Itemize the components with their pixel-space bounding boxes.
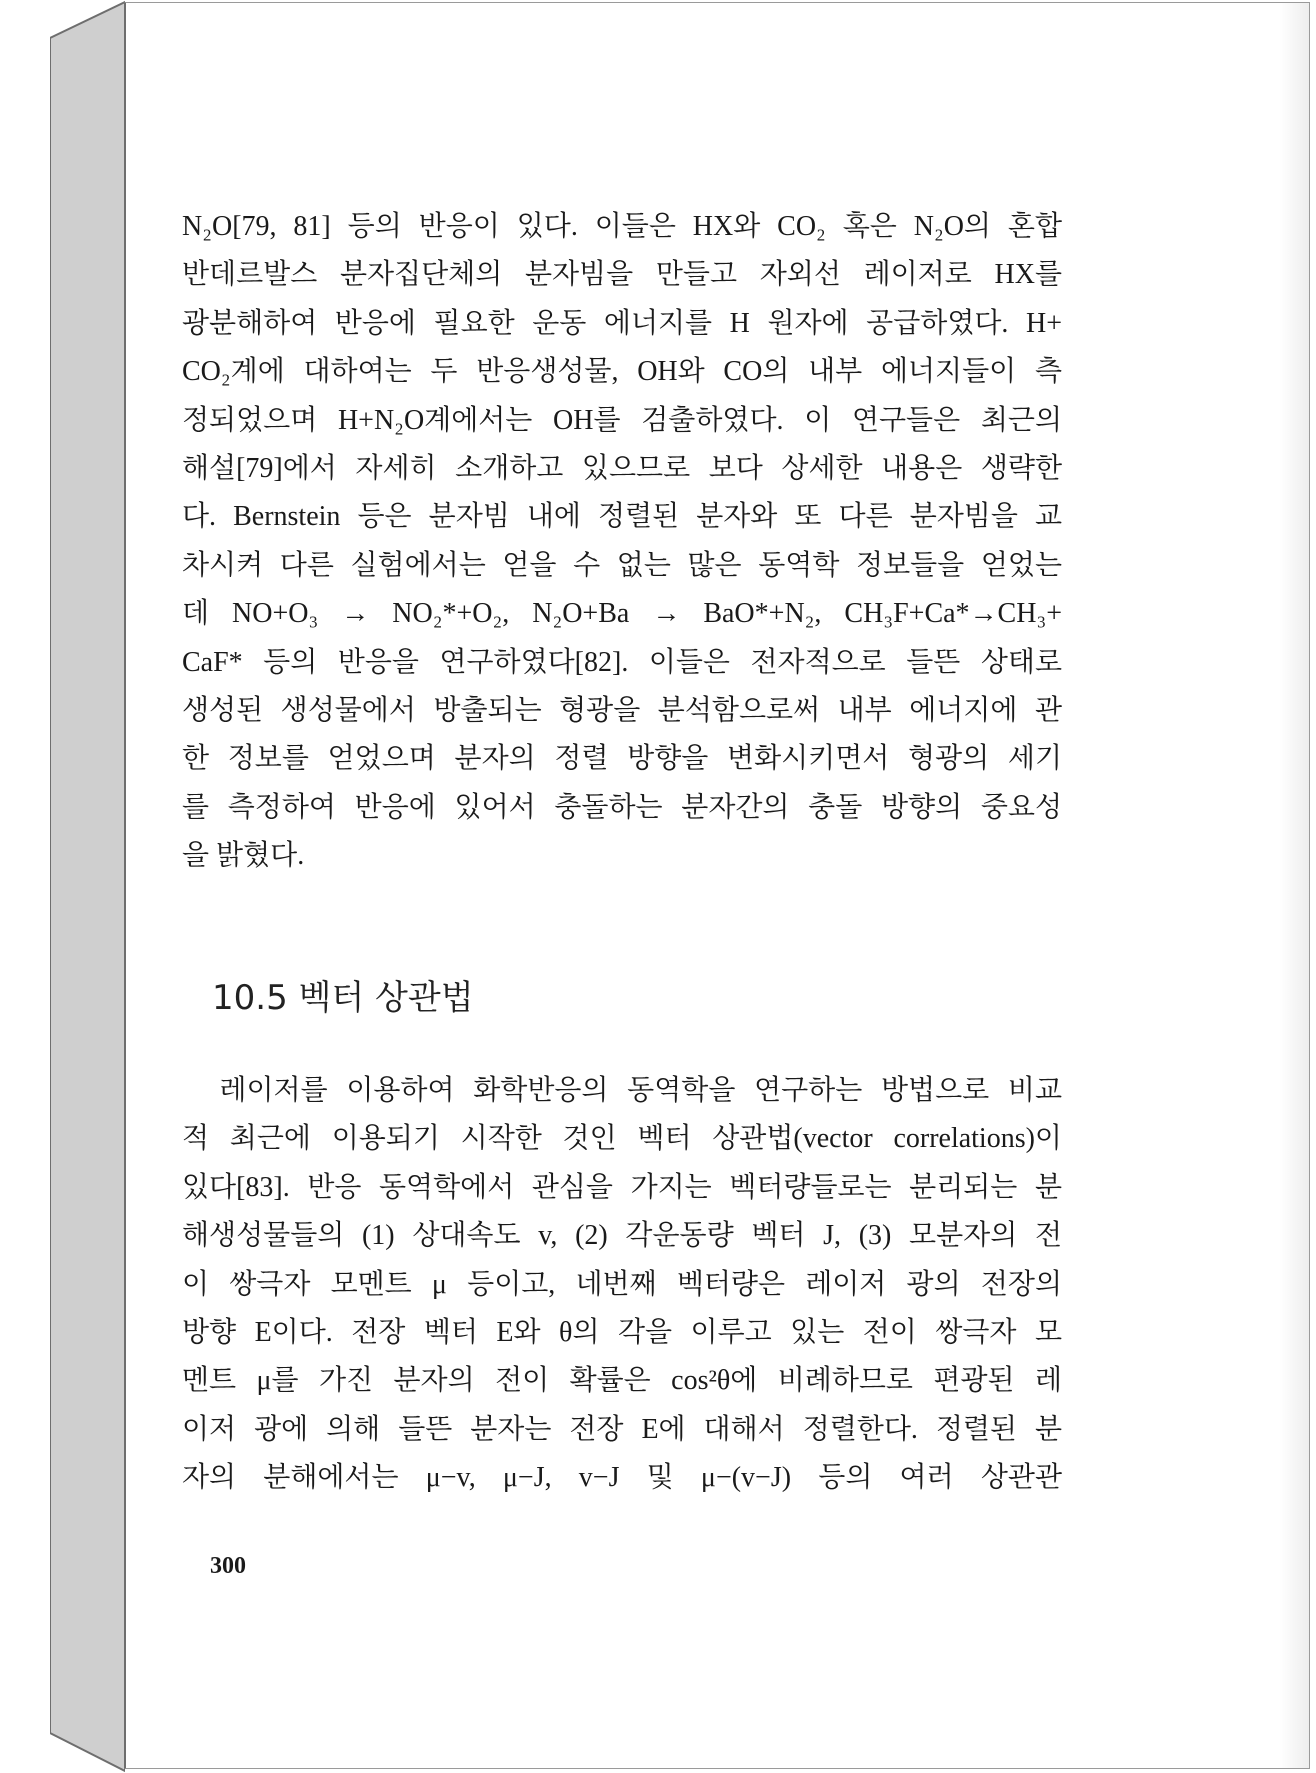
text-line: 레이저를 이용하여 화학반응의 동역학을 연구하는 방법으로 비교	[182, 1075, 1062, 1106]
text-line: 정되었으며 H+N₂O계에서는 OH를 검출하였다. 이 연구들은 최근의	[182, 404, 1062, 436]
text-line: 를 측정하여 반응에 있어서 충돌하는 분자간의 충돌 방향의 중요성	[182, 791, 1062, 823]
paragraph-1	[182, 203, 1062, 880]
page-edge-shadow	[1279, 3, 1309, 1768]
text-line: 데 NO+O₃ → NO₂*+O₂, N₂O+Ba → BaO*+N₂, CH₃F+Ca*→CH₃+	[182, 598, 1062, 630]
text-line: 있다[83]. 반응 동역학에서 관심을 가지는 벡터량들로는 분리되는 분	[182, 1171, 1062, 1203]
text-line: 차시켜 다른 실험에서는 얻을 수 없는 많은 동역학 정보들을 얻었는	[182, 549, 1062, 581]
text-line: CO₂계에 대하여는 두 반응생성물, OH와 CO의 내부 에너지들이 측	[182, 356, 1062, 388]
text-line: N₂O[79, 81] 등의 반응이 있다. 이들은 HX와 CO₂ 혹은 N₂O의 혼합	[182, 211, 1062, 242]
text-line: 생성된 생성물에서 방출되는 형광을 분석함으로써 내부 에너지에 관	[182, 694, 1062, 726]
text-line: 을 밝혔다.	[182, 840, 305, 872]
page-number: 300	[210, 1553, 246, 1579]
text-line: 다. Bernstein 등은 분자빔 내에 정렬된 분자와 또 다른 분자빔을 교	[182, 501, 1062, 533]
text-line: 광분해하여 반응에 필요한 운동 에너지를 H 원자에 공급하였다. H+	[182, 307, 1062, 339]
book-spine	[50, 0, 125, 1773]
text-line: 멘트 μ를 가진 분자의 전이 확률은 cos²θ에 비례하므로 편광된 레	[182, 1365, 1062, 1397]
text-line: CaF* 등의 반응을 연구하였다[82]. 이들은 전자적으로 들뜬 상태로	[182, 646, 1062, 678]
text-line: 이저 광에 의해 들뜬 분자는 전장 E에 대해서 정렬한다. 정렬된 분	[182, 1413, 1062, 1445]
text-line: 해생성물들의 (1) 상대속도 v, (2) 각운동량 벡터 J, (3) 모분자의 전	[182, 1220, 1062, 1252]
text-line: 해설[79]에서 자세히 소개하고 있으므로 보다 상세한 내용은 생략한	[182, 452, 1062, 484]
text-line: 적 최근에 이용되기 시작한 것인 벡터 상관법(vector correlations)이	[182, 1123, 1062, 1155]
text-line: 반데르발스 분자집단체의 분자빔을 만들고 자외선 레이저로 HX를	[182, 259, 1062, 291]
section-heading: 10.5 벡터 상관법	[212, 978, 474, 1018]
paragraph-2	[182, 1067, 1062, 1503]
text-line: 자의 분해에서는 μ−v, μ−J, v−J 및 μ−(v−J) 등의 여러 상관관	[182, 1462, 1062, 1494]
text-line: 한 정보를 얻었으며 분자의 정렬 방향을 변화시키면서 형광의 세기	[182, 743, 1062, 775]
text-line: 방향 E이다. 전장 벡터 E와 θ의 각을 이루고 있는 전이 쌍극자 모	[182, 1316, 1062, 1348]
text-line: 이 쌍극자 모멘트 μ 등이고, 네번째 벡터량은 레이저 광의 전장의	[182, 1268, 1062, 1300]
